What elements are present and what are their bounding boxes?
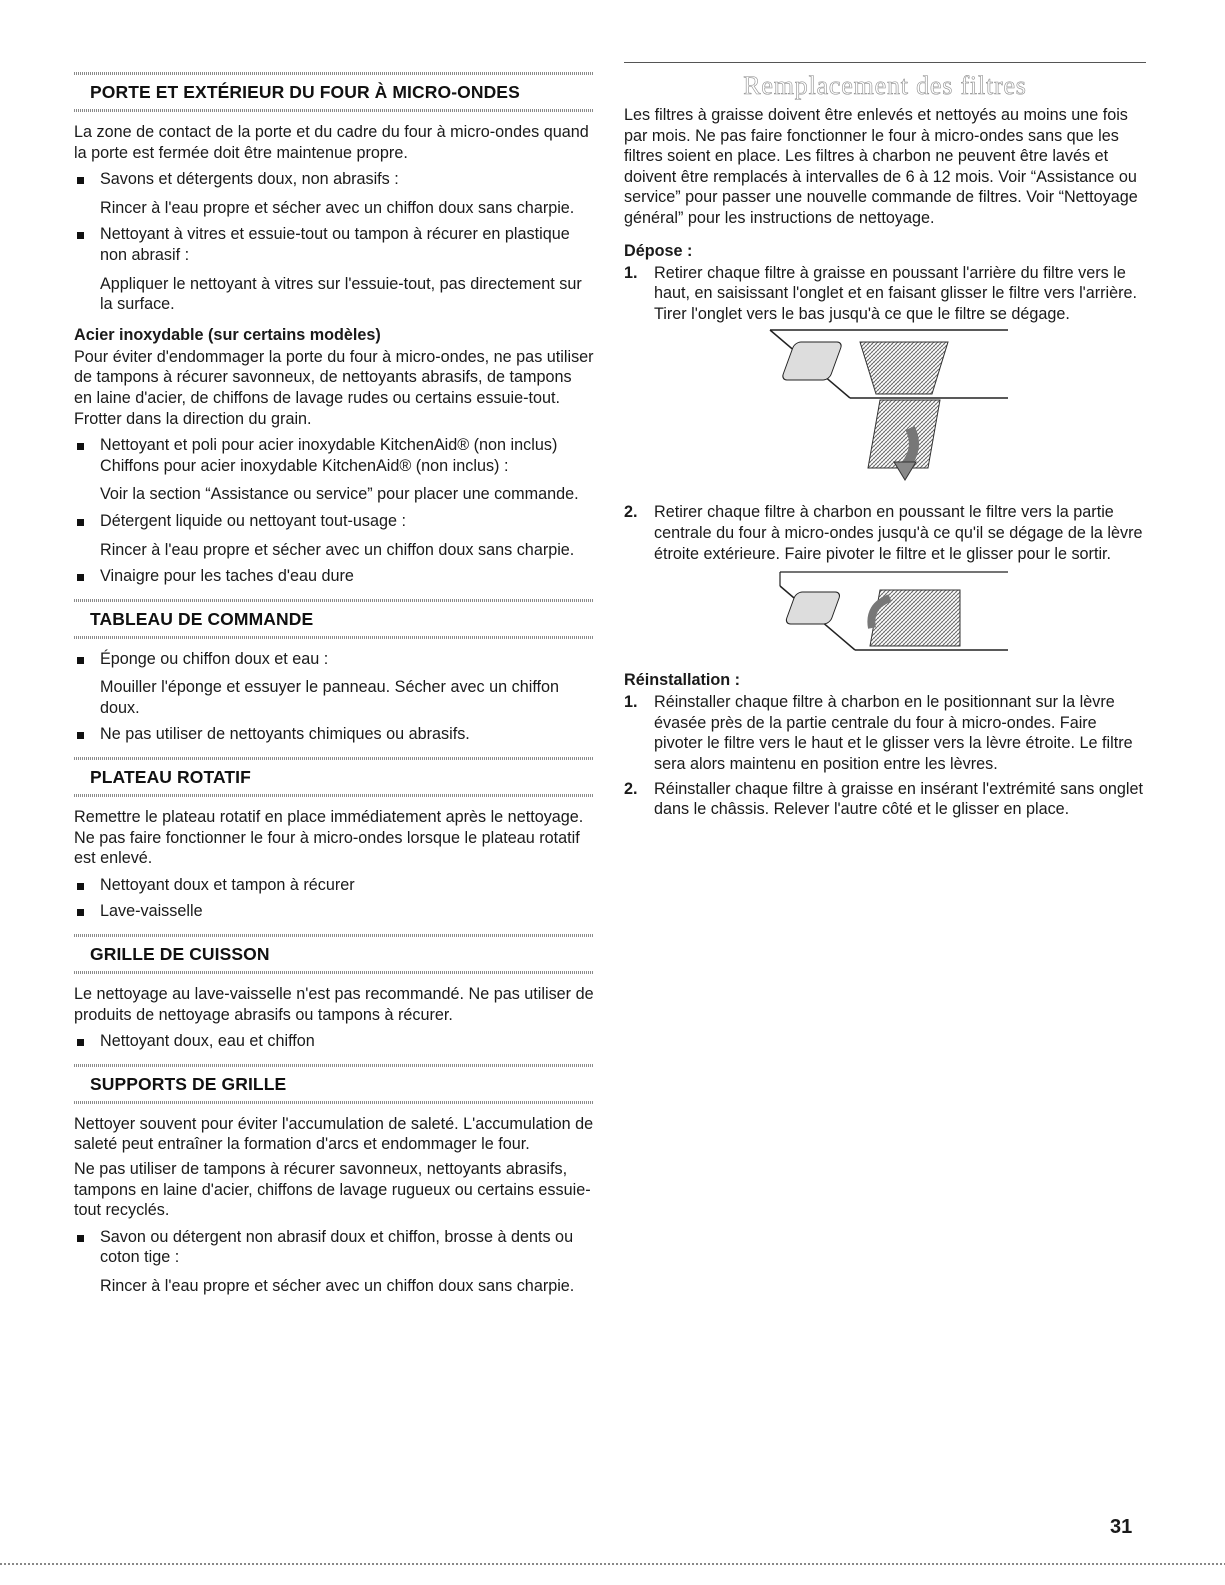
paragraph: Remettre le plateau rotatif en place immédiatement après le nettoyage. Ne pas faire fonctionner le four à micro-ondes lorsque le plateau rotatif est enlevé. (74, 808, 584, 868)
step-item (624, 779, 1146, 820)
bullet-item: Nettoyant doux et tampon à récurer (74, 875, 594, 896)
subheading-removal: Dépose : (624, 241, 693, 260)
paragraph: Pour éviter d'endommager la porte du four à micro-ondes, ne pas utiliser de tampons à récurer savonneux, de nettoyants abrasifs, de tampons en laine d'acier, de chiffons de lavage rudes ou certains essuie-tout. Frotter dans la direction du grain. (74, 347, 594, 428)
section-title: TABLEAU DE COMMANDE (90, 608, 314, 629)
subheading-reinstall: Réinstallation : (624, 671, 741, 690)
step-item (624, 263, 1146, 325)
step-number: 2. (624, 779, 638, 798)
section-header-rack-supports (74, 1064, 594, 1104)
bullet-item (74, 435, 594, 476)
step-text: Réinstaller chaque filtre à charbon en le positionnant sur la lèvre évasée près de la partie centrale du four à micro-ondes. Faire pivoter le filtre vers le haut et le glisser vers la lèvre étroite. Le filtre sera alors maintenu en position entre les lèvres. (654, 693, 1133, 773)
section-header-cooking-rack (74, 934, 594, 974)
title-divider (624, 62, 1146, 63)
section-title: PORTE ET EXTÉRIEUR DU FOUR À MICRO-ONDES (90, 82, 520, 102)
section-header-door (74, 72, 594, 112)
grease-filter-illustration (760, 328, 1010, 498)
section-title: PLATEAU ROTATIF (90, 767, 251, 788)
paragraph: Ne pas utiliser de tampons à récurer savonneux, nettoyants abrasifs, tampons en laine d'acier, chiffons de lavage rugueux ou certains essuie-tout recyclés. (74, 1160, 591, 1220)
bullet-note: Voir la section “Assistance ou service” pour placer une commande. (100, 485, 579, 504)
step-item (624, 692, 1146, 774)
paragraph: La zone de contact de la porte et du cadre du four à micro-ondes quand la porte est fermée doit être maintenue propre. (74, 123, 589, 162)
bullet-note: Rincer à l'eau propre et sécher avec un chiffon doux sans charpie. (100, 540, 575, 559)
step-number: 1. (624, 263, 638, 282)
bullet-item: Nettoyant à vitres et essuie-tout ou tampon à récurer en plastique non abrasif : (74, 224, 594, 265)
bullet-item: Ne pas utiliser de nettoyants chimiques ou abrasifs. (74, 724, 594, 745)
bullet-item: Éponge ou chiffon doux et eau : (74, 649, 594, 670)
bullet-item: Savons et détergents doux, non abrasifs : (74, 169, 594, 190)
bullet-item: Nettoyant doux, eau et chiffon (74, 1031, 594, 1052)
section-title: SUPPORTS DE GRILLE (90, 1073, 287, 1094)
bullet-note: Mouiller l'éponge et essuyer le panneau. Sécher avec un chiffon doux. (100, 678, 560, 717)
bullet-item: Détergent liquide ou nettoyant tout-usage : (74, 511, 594, 532)
bullet-note: Appliquer le nettoyant à vitres sur l'essuie-tout, pas directement sur la surface. (100, 274, 582, 314)
bullet-line: Chiffons pour acier inoxydable KitchenAid® (non inclus) : (100, 456, 509, 475)
bottom-divider (0, 1563, 1225, 1565)
page-title: Remplacement des filtres (743, 71, 1027, 100)
paragraph: Les filtres à graisse doivent être enlevés et nettoyés au moins une fois par mois. Ne pas faire fonctionner le four à micro-ondes sans que les filtres soient en place. Les filtres à charbon ne peuvent être lavés et doivent être remplacés à intervalles de 6 à 12 mois. Voir “Assistance ou service” pour passer une nouvelle commande de filtres. Voir “Nettoyage général” pour les instructions de nettoyage. (624, 106, 1138, 227)
step-text: Retirer chaque filtre à charbon en poussant le filtre vers la partie centrale du four à micro-ondes jusqu'à ce qu'il se dégage de la lèvre étroite extérieure. Faire pivoter le filtre et le glisser pour le sortir. (654, 503, 1143, 563)
bullet-item: Lave-vaisselle (74, 901, 594, 922)
paragraph: Le nettoyage au lave-vaisselle n'est pas recommandé. Ne pas utiliser de produits de nettoyage abrasifs ou tampons à récurer. (74, 985, 594, 1024)
section-header-control-panel (74, 599, 594, 639)
step-number: 1. (624, 693, 638, 712)
bullet-note: Rincer à l'eau propre et sécher avec un chiffon doux sans charpie. (100, 1276, 575, 1295)
step-text: Réinstaller chaque filtre à graisse en insérant l'extrémité sans onglet dans le châssis. Relever l'autre côté et le glisser en place. (654, 779, 1143, 819)
right-column (624, 62, 1146, 824)
paragraph: Nettoyer souvent pour éviter l'accumulation de saleté. L'accumulation de saleté peut entraîner la formation d'arcs et endommager le four. (74, 1114, 594, 1154)
page-number: 31 (1110, 1516, 1133, 1538)
left-column (74, 62, 594, 1303)
step-number: 2. (624, 503, 638, 522)
bullet-line: Nettoyant et poli pour acier inoxydable KitchenAid® (non inclus) (100, 436, 558, 455)
step-text: Retirer chaque filtre à graisse en poussant l'arrière du filtre vers le haut, en saisissant l'onglet et en faisant glisser le filtre vers l'arrière. Tirer l'onglet vers le bas jusqu'à ce que le filtre se dégage. (654, 263, 1138, 323)
step-item (624, 502, 1146, 564)
section-header-turntable (74, 757, 594, 797)
bullet-item: Savon ou détergent non abrasif doux et chiffon, brosse à dents ou coton tige : (74, 1227, 594, 1268)
section-title: GRILLE DE CUISSON (90, 944, 270, 965)
charcoal-filter-illustration (760, 568, 1010, 660)
bullet-item: Vinaigre pour les taches d'eau dure (74, 566, 594, 587)
bullet-note: Rincer à l'eau propre et sécher avec un chiffon doux sans charpie. (100, 198, 575, 217)
subheading-stainless: Acier inoxydable (sur certains modèles) (74, 325, 381, 344)
